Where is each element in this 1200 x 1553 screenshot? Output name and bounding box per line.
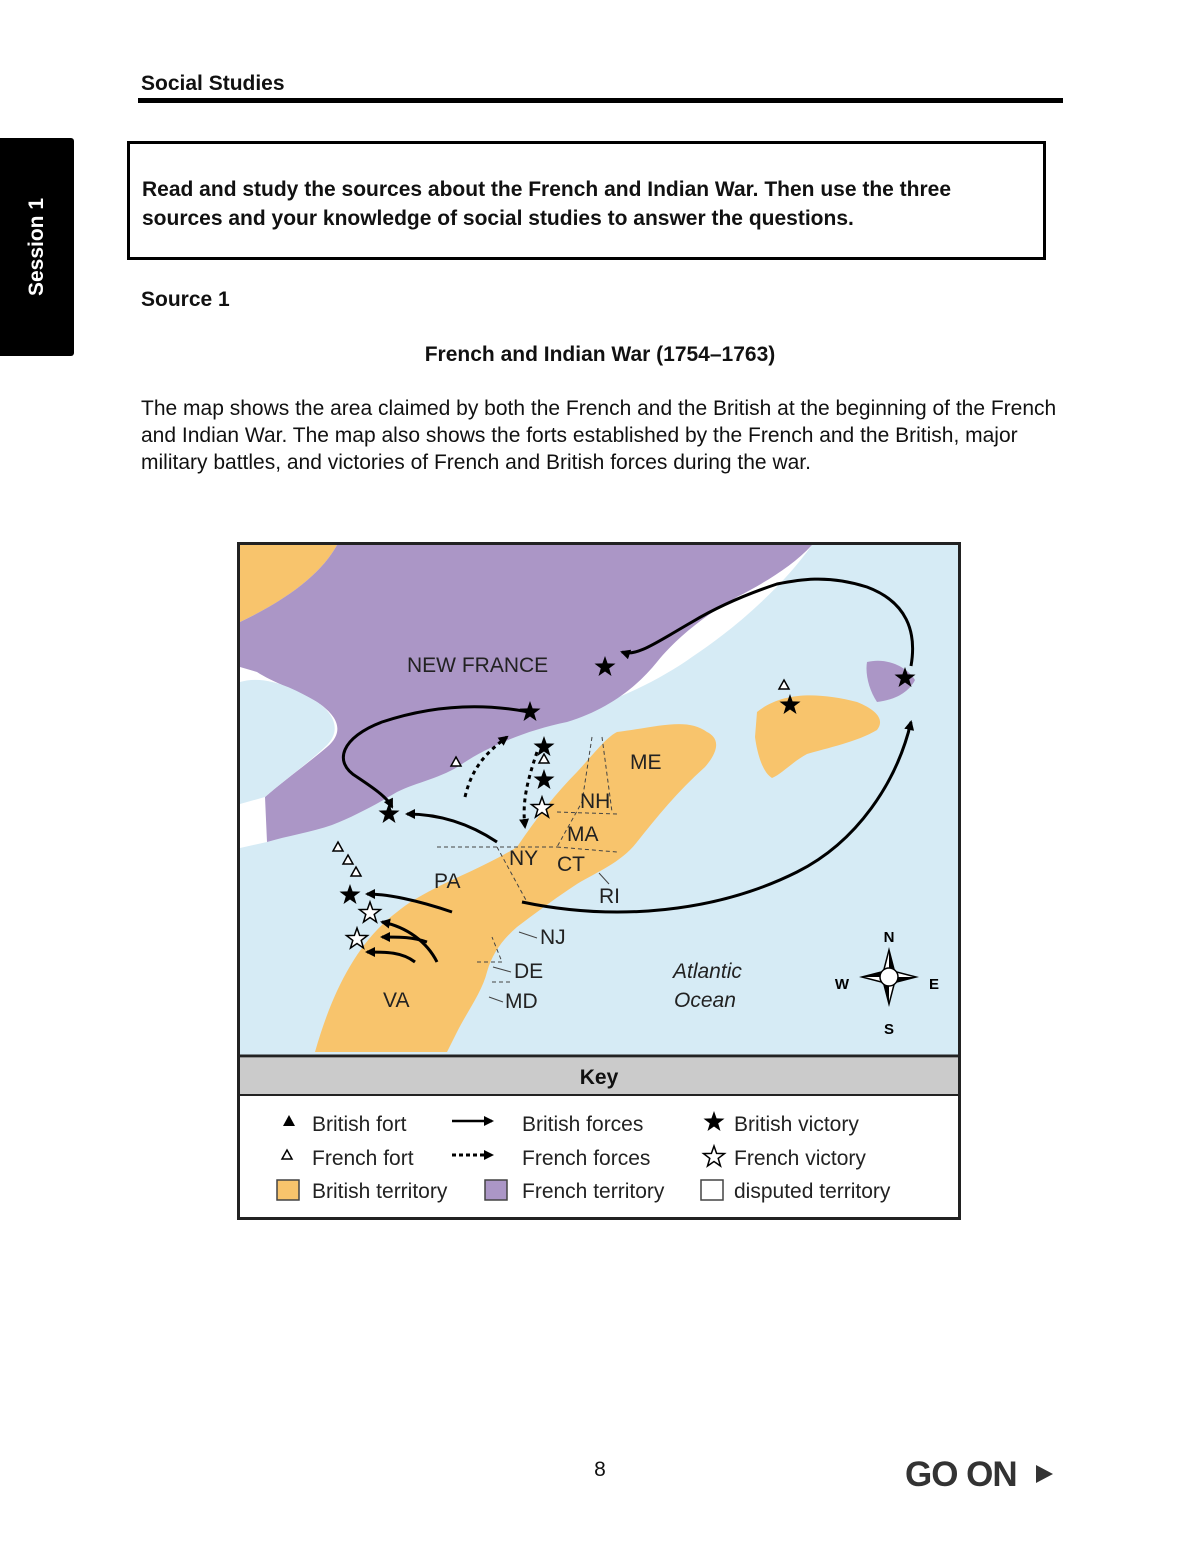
md-label: MD xyxy=(505,990,538,1013)
de-label: DE xyxy=(514,960,544,983)
subject-title: Social Studies xyxy=(141,72,285,95)
instruction-box xyxy=(127,141,1046,260)
disputed-territory-swatch xyxy=(701,1180,723,1200)
atlantic-label: Atlantic xyxy=(673,960,742,983)
nh-label: NH xyxy=(580,790,611,813)
source-title: French and Indian War (1754–1763) xyxy=(424,343,776,366)
key-british-fort: British fort xyxy=(312,1113,407,1136)
compass-n: N xyxy=(883,929,895,946)
nj-label: NJ xyxy=(540,926,566,949)
header-rule xyxy=(138,98,1063,103)
instruction-text: Read and study the sources about the French and Indian War. Then use the three sources and your knowledge of social studies to answer the questions. xyxy=(142,178,952,230)
key-british-territory: British territory xyxy=(312,1180,448,1203)
key-french-victory: French victory xyxy=(734,1147,866,1170)
new-france-label: NEW FRANCE xyxy=(407,654,549,677)
map-svg xyxy=(237,542,961,1220)
british-territory-swatch xyxy=(277,1180,299,1200)
go-on-label: GO ON xyxy=(905,1455,1017,1494)
key-french-fort: French fort xyxy=(312,1147,414,1170)
ny-label: NY xyxy=(509,847,539,870)
pa-label: PA xyxy=(434,870,461,893)
page-number: 8 xyxy=(594,1458,606,1481)
me-label: ME xyxy=(630,751,662,774)
session-tab xyxy=(0,138,74,356)
key-british-victory: British victory xyxy=(734,1113,859,1136)
source-description: The map shows the area claimed by both the French and the British at the beginning of the French and Indian War. The map also shows the forts established by the French and the British, major military battles, and victories of French and British forces during the war. xyxy=(141,397,1057,474)
ri-label: RI xyxy=(599,885,620,908)
ma-label: MA xyxy=(567,823,599,846)
compass-s: S xyxy=(883,1021,895,1038)
ct-label: CT xyxy=(557,853,585,876)
session-tab-label: Session 1 xyxy=(25,197,48,297)
key-disputed-territory: disputed territory xyxy=(734,1180,891,1203)
compass-e: E xyxy=(928,976,940,993)
map-figure xyxy=(237,542,961,1220)
french-territory-swatch xyxy=(485,1180,507,1200)
compass-w: W xyxy=(834,976,850,993)
source-label: Source 1 xyxy=(141,288,230,311)
ocean-label: Ocean xyxy=(674,989,736,1012)
go-on-arrow-icon xyxy=(1036,1465,1053,1483)
key-french-forces: French forces xyxy=(522,1147,651,1170)
key-british-forces: British forces xyxy=(522,1113,644,1136)
key-title: Key xyxy=(579,1066,619,1089)
va-label: VA xyxy=(383,989,410,1012)
key-french-territory: French territory xyxy=(522,1180,665,1203)
